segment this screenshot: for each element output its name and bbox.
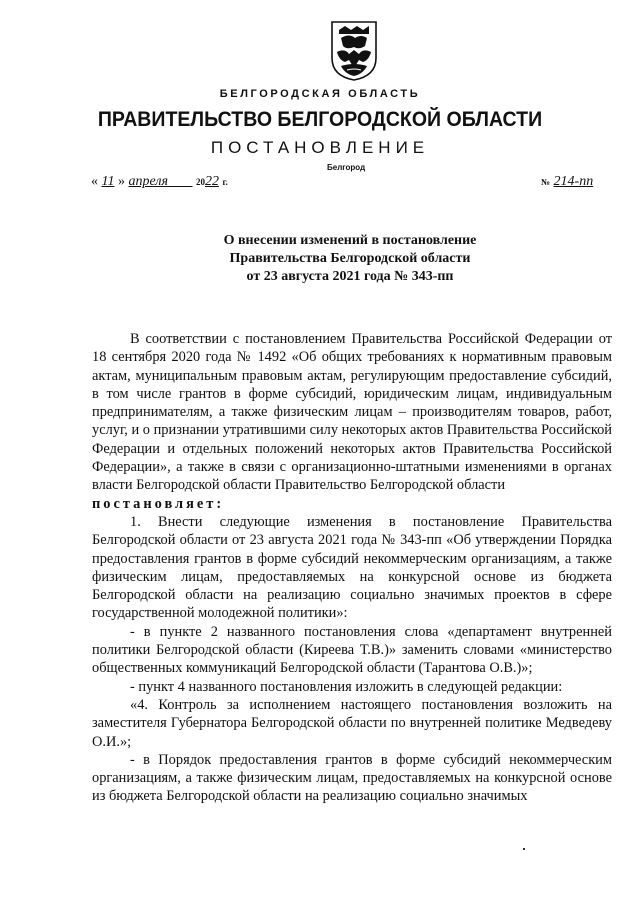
item-1-paragraph: 1. Внести следующие изменения в постановление Правительства Белгородской области от 23 августа 2021 года № 343-пп «Об утверждении Порядка предоставления грантов в форме субсидий некоммерческим организациям, а также физическим лицам, предоставляемых на конкурсной основе из бюджета Белгородской области на реализацию социально значимых проектов в сфере государственной молодежной политики»: bbox=[92, 513, 612, 622]
government-name: ПРАВИТЕЛЬСТВО БЕЛГОРОДСКОЙ ОБЛАСТИ bbox=[97, 108, 543, 131]
date-close-quote: » bbox=[117, 174, 125, 189]
city-name: Белгород bbox=[327, 163, 366, 172]
item-1a-paragraph: - в пункте 2 названного постановления слова «департамент внутренней политики Белгородской области (Киреева Т.В.)» заменить словами «министерство общественных коммуникаций Белгородской области (Тарантова О.В.)»; bbox=[92, 623, 612, 677]
document-date bbox=[91, 174, 228, 190]
document-type: ПОСТАНОВЛЕНИЕ bbox=[210, 138, 430, 157]
scan-speck bbox=[523, 848, 525, 850]
document-number bbox=[541, 174, 593, 190]
item-1c-paragraph: - в Порядок предоставления грантов в форме субсидий некоммерческим организациям, а также физическим лицам, предоставляемых на конкурсной основе из бюджета Белгородской области на реализацию социально значимых bbox=[92, 751, 612, 805]
resolves-word: постановляет: bbox=[92, 495, 225, 512]
item-1b-quote: «4. Контроль за исполнением настоящего постановления возложить на заместителя Губернатора Белгородской области по внутренней политике Медведеву О.И.»; bbox=[92, 696, 612, 750]
item-1b-paragraph: - пункт 4 названного постановления изложить в следующей редакции: bbox=[130, 678, 563, 695]
date-month: апреля bbox=[128, 174, 168, 189]
title-line: О внесении изменений в постановление bbox=[223, 233, 477, 248]
region-name: БЕЛГОРОДСКАЯ ОБЛАСТЬ bbox=[219, 88, 421, 100]
document-body bbox=[92, 330, 612, 806]
title-line: Правительства Белгородской области bbox=[229, 251, 471, 266]
number-value: 214-пп bbox=[553, 174, 594, 189]
title-line: от 23 августа 2021 года № 343-пп bbox=[246, 269, 454, 284]
date-open-quote: « bbox=[91, 174, 98, 189]
preamble-paragraph: В соответствии с постановлением Правительства Российской Федерации от 18 сентября 2020 года № 1492 «Об общих требованиях к нормативным правовым актам, муниципальным правовым актам, регулирующим предоставление субсидий, в том числе грантов в форме субсидий, юридическим лицам, индивидуальным предпринимателям, а также физическим лицам – производителям товаров, работ, услуг, и о признании утратившими силу некоторых актов Правительства Российской Федерации и отдельных положений некоторых актов Правительства Российской Федерации», а также в связи с организационно-штатными изменениями в органах власти Белгородской области Правительство Белгородской области bbox=[92, 331, 612, 494]
number-label: № bbox=[541, 177, 551, 187]
date-day: 11 bbox=[101, 174, 115, 189]
date-year-unit: г. bbox=[222, 177, 228, 187]
date-year-prefix: 20 bbox=[195, 177, 205, 187]
document-title bbox=[160, 232, 540, 286]
date-year-suffix: 22 bbox=[204, 174, 219, 189]
coat-of-arms-icon bbox=[329, 20, 379, 82]
